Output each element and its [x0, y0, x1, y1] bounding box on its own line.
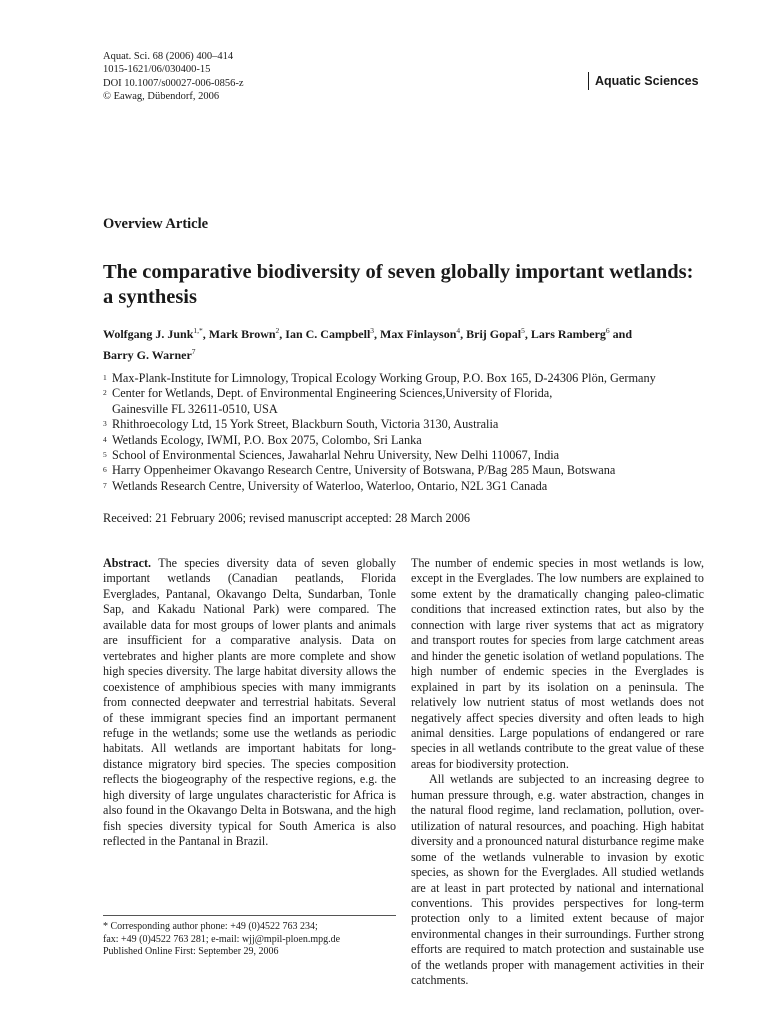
- author: Barry G. Warner$^7$: [103, 347, 196, 362]
- affiliation: 3 Rhithroecology Ltd, 15 York Street, Blackburn South, Victoria 3130, Australia: [103, 417, 499, 432]
- footnote: [103, 921, 403, 959]
- abstract-paragraph: All wetlands are subjected to an increasing degree to human pressure through, e.g. water abstraction, changes in the natural flood regime, land reclamation, pollution, over-utilization of natural resources, and poaching. High habitat diversity and a pronounced natural disturbance regime make some of the wetlands vulnerable to invasion by exotic species, as shown for the Everglades. All studied wetlands are at least in part protected by national and international conventions. This provides perspectives for long-term protection only to a limited extent because of major environmental changes in their surroundings. Further strong efforts are required to match protection and sustainable use of the wetlands proper with management activities in their catchments.: [411, 772, 705, 988]
- affiliation-list: [103, 371, 723, 494]
- copyright: © Eawag, Dübendorf, 2006: [103, 90, 220, 102]
- author: Lars Ramberg$^6$ and: [530, 326, 633, 341]
- received-dates: Received: 21 February 2006; revised manuscript accepted: 28 March 2006: [103, 511, 471, 525]
- abstract-paragraph: Abstract. The species diversity data of seven globally important wetlands (Canadian peatlands, Florida Everglades, Pantanal, Okavango Delta, Sundarban, Tonle Sap, and Kakadu National Park) were compared. The available data for most groups of lower plants and animals are insufficient for a comparative analysis. Data on vertebrates and higher plants are more complete and show high species diversity. The large habitat diversity allows the coexistence of amphibious species with many immigrants from connected deepwater and terrestrial habitats. Several of these immigrant species find an important permanent refuge in the wetlands; some use the wetlands as periodic habitats. All wetlands are important habitats for long-distance migratory bird species. The species composition reflects the biogeography of the respective regions, e.g. the high diversity of large ungulates characteristic for Africa is also found in the Okavango Delta in Botswana, and the high fish species diversity typical for South America is also reflected in the Pantanal in Brazil.: [103, 556, 397, 849]
- abstract-paragraph: The number of endemic species in most wetlands is low, except in the Everglades. The low numbers are explained to some extent by the dramatically changing paleo-climatic conditions that increased extinction rates, but also by the connection with large river systems that act as migratory and transport routes for species from large catchment areas and hinder the genetic isolation of wetland populations. The high number of endemic species in the Everglades is explained in part by its isolation on a peninsula. The relatively low nutrient status of most wetlands does not negatively affect species diversity and often leads to high animal densities. Large populations of endangered or rare species in all wetlands contribute to the great value of these areas for biodiversity protection.: [411, 556, 705, 771]
- affiliation: 2 Center for Wetlands, Dept. of Environmental Engineering Sciences,University of Florida,: [103, 386, 553, 401]
- affiliation: 4 Wetlands Ecology, IWMI, P.O. Box 2075, Colombo, Sri Lanka: [103, 432, 422, 447]
- footnote-email: fax: +49 (0)4522 763 281; e-mail: wjj@mpil-ploen.mpg.de: [103, 933, 341, 945]
- author: Ian C. Campbell$^3$,: [285, 326, 381, 341]
- journal-name: Aquatic Sciences: [588, 72, 699, 90]
- abstract-left-column: [103, 556, 396, 850]
- affiliation: 6 Harry Oppenheimer Okavango Research Centre, University of Botswana, P/Bag 285 Maun, Botswana: [103, 463, 616, 478]
- article-type: Overview Article: [103, 216, 209, 232]
- affiliation: 5 School of Environmental Sciences, Jawaharlal Nehru University, New Delhi 110067, India: [103, 448, 560, 463]
- affiliation-continued: Gainesville FL 32611-0510, USA: [112, 401, 278, 416]
- citation-block: [103, 50, 244, 103]
- author: Mark Brown$^2$,: [208, 326, 286, 341]
- abstract-right-column: [411, 556, 704, 989]
- author: Wolfgang J. Junk$^{1,*}$,: [103, 326, 209, 341]
- doi: DOI 10.1007/s00027-006-0856-z: [103, 77, 244, 89]
- paper-title: The comparative biodiversity of seven globally important wetlands: a synthesis: [103, 261, 694, 308]
- author-list: [103, 322, 703, 364]
- author: Brij Gopal$^5$,: [466, 326, 531, 341]
- affiliation: 1 Max-Plank-Institute for Limnology, Tropical Ecology Working Group, P.O. Box 165, D-24306 Plön, Germany: [103, 371, 656, 385]
- author: Max Finlayson$^4$,: [380, 326, 467, 341]
- footnote-published: Published Online First: September 29, 2006: [103, 946, 279, 957]
- footnote-divider: [103, 915, 396, 916]
- affiliation: 7 Wetlands Research Centre, University of Waterloo, Waterloo, Ontario, N2L 3G1 Canada: [103, 478, 548, 493]
- citation: Aquat. Sci. 68 (2006) 400–414: [103, 51, 234, 62]
- issn: 1015-1621/06/030400-15: [103, 64, 211, 76]
- footnote-phone: * Corresponding author phone: +49 (0)4522 763 234;: [103, 921, 318, 932]
- abstract-label: Abstract.: [103, 556, 152, 570]
